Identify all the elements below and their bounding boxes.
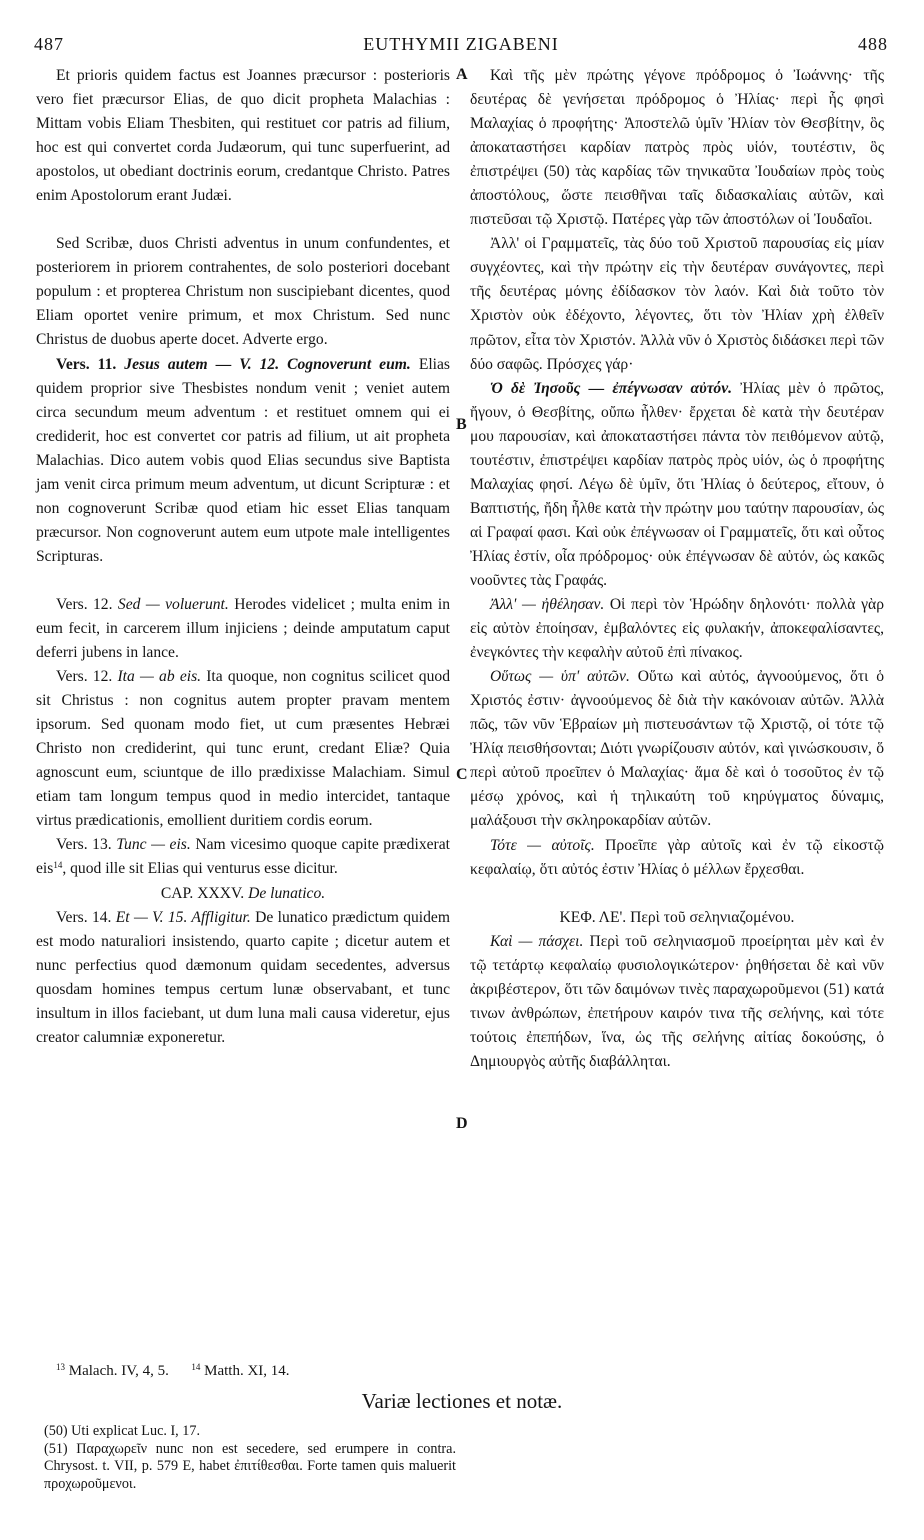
margin-letter-c: C: [456, 766, 468, 783]
commentary-text: , quod ille sit Elias qui venturus esse dicitur.: [62, 860, 338, 878]
footnote-mark: 13: [56, 1362, 65, 1372]
greek-column: [470, 64, 884, 1074]
note-50: (50) Uti explicat Luc. I, 17.: [44, 1423, 201, 1439]
running-header: [34, 34, 888, 58]
greek-paragraph-6: [470, 834, 884, 882]
greek-paragraph-1: Καὶ τῆς μὲν πρώτης γέγονε πρόδρομος ὁ Ἰωάννης· τῆς δευτέρας δὲ γενήσεται πρόδρομος ὁ Ἠλίας· περὶ ἧς φησὶ Μαλαχίας ὁ προφήτης· Ἀποστελῶ ὑμῖν Ἠλίαν τὸν Θεσβίτην, ὃς ἀποκαταστήσει καρδίαν πατρὸς πρὸς υἱόν, τουτέστιν, ὃς ἐπιστρέψει (50) τὰς καρδίας τῶν τηνικαῦτα Ἰουδαίων πρὸς τοὺς ἀποστόλους, ὥστε πεισθῆναι ταῖς διδασκαλίαις αὐτῶν, καὶ πιστεῦσαι τῷ Χριστῷ. Πατέρες γὰρ τῶν ἀποστόλων οἱ Ἰουδαῖοι.: [470, 67, 884, 229]
footnote-text: Matth. XI, 14.: [204, 1363, 290, 1379]
latin-chapter-heading: [36, 882, 450, 906]
chapter-number: CAP. XXXV.: [160, 884, 245, 902]
greek-paragraph-3: [470, 377, 884, 593]
commentary-text: Herodes videlicet ; multa enim in eum fecit, in carcerem illum injiciens ; deinde amputatum caput deferri jubens in lance.: [36, 595, 450, 662]
commentary-text: Περὶ τοῦ σεληνιασμοῦ προείρηται μὲν καὶ ἐν τῷ τετάρτῳ κεφαλαίῳ φυσιολογικώτερον· ῥηθήσεται δὲ καὶ νῦν ἀκριβέστερον, ὅτι τῶν δαιμόνων τινὲς παραχωροῦμενοι (51) κατά τινων ἀνθρώπων, ἐπετήρουν καιρόν τινα τῆς σελήνης, καὶ τότε τούτοις ἐπεπήδων, ἵνα, ὡς τῆς σελήνης αἰτίας δοκούσης, ὁ Δημιουργὸς αὐτῆς διαβάλληται.: [470, 932, 884, 1070]
chapter-title: De lunatico.: [248, 884, 326, 902]
lemma: Ἀλλ' — ἠθέλησαν.: [490, 596, 605, 614]
latin-paragraph-7: [36, 906, 450, 1050]
lemma: Tunc — eis.: [116, 836, 191, 854]
latin-paragraph-5: [36, 665, 450, 833]
commentary-text: Οἱ περὶ τὸν Ἡρώδην δηλονότι· πολλὰ γὰρ εἰς αὐτὸν ἐποίησαν, ἐμβαλόντες εἰς φυλακήν, ἀποκεφαλίσαντες, ἐνεγκόντες τὴν κεφαλὴν αὐτοῦ ἐπὶ πίνακος.: [470, 596, 884, 662]
verse-ref: Vers. 14.: [56, 908, 112, 926]
note-51: (51) Παραχωρεῖν nunc non est secedere, sed erumpere in contra. Chrysost. t. VII, p. 579 E, habet ἐπιτίθεσθαι. Forte tamen quis maluerit προχωροῦμενοι.: [44, 1440, 456, 1492]
lemma: Jesus autem — V. 12. Cognoverunt eum.: [124, 355, 411, 373]
lemma: Ita — ab eis.: [117, 668, 202, 686]
latin-paragraph-1: Et prioris quidem factus est Joannes præcursor : posterioris vero fiet præcursor Elias, de quo dicit propheta Malachias : Mittam vobis Eliam Thesbiten, qui restituet cor patris ad filium, hoc est qui convertet corda Judæorum, qui tunc superfuerint, ad apostolos, ut obediant doctrinis eorum, credantque Christo. Patres enim Apostolorum erant Judæi.: [36, 67, 450, 205]
margin-letter-b: B: [456, 416, 467, 433]
latin-paragraph-3: [36, 353, 450, 569]
notes-heading: Variæ lectiones et notæ.: [361, 1389, 563, 1413]
verse-ref: Vers. 11.: [56, 355, 117, 373]
greek-chapter-heading: ΚΕΦ. ΛΕ'. Περὶ τοῦ σεληνιαζομένου.: [559, 908, 795, 926]
page-number-left: 487: [34, 34, 64, 54]
verse-ref: Vers. 12.: [56, 595, 113, 613]
greek-paragraph-5: [470, 665, 884, 833]
footnote-mark: 14: [191, 1362, 201, 1372]
footnote-text: Malach. IV, 4, 5.: [68, 1363, 169, 1379]
commentary-text: De lunatico prædictum quidem est modo naturaliori insistendo, quarto capite ; dicetur autem et nunc perfectius quod dæmonum quidam secedentes, adversus quosdam homines tempus certum lunæ observabant, et tunc insultum in illos faciebant, ut dum luna mali causa videretur, ejus creator calumniæ exponeretur.: [36, 908, 450, 1046]
lemma: Ὁ δὲ Ἰησοῦς — ἐπέγνωσαν αὐτόν.: [490, 379, 733, 397]
margin-letter-a: A: [456, 66, 468, 83]
verse-ref: Vers. 13.: [56, 836, 112, 854]
lemma: Οὕτως — ὑπ' αὐτῶν.: [490, 668, 630, 686]
latin-paragraph-6: [36, 833, 450, 881]
commentary-text: Οὕτω καὶ αὐτός, ἀγνοούμενος, ὅτι ὁ Χριστός ἐστιν· ἀγνοούμενος δὲ διὰ τὴν κακόνοιαν αὐτῶν. Ἀλλὰ πῶς, τῶν νῦν Ἑβραίων μὴ πιστευσάντων τῷ Χριστῷ, οἱ τότε τῷ Ἠλίᾳ πεισθήσονται; Διότι γνωρίζουσιν αὐτόν, καὶ γινώσκουσιν, ὅ περὶ αὐτοῦ προεῖπεν ὁ Μαλαχίας· ἅμα δὲ καὶ ὁ τοσοῦτος ἐν τῷ μέσῳ χρόνος, καὶ ἡ τηλικαύτη τοῦ κηρύγματος δύναμις, μαλάξουσι τὴν σκληροκαρδίαν αὐτῶν.: [470, 668, 884, 830]
latin-paragraph-2: Sed Scribæ, duos Christi adventus in unum confundentes, et posteriorem in priorem contrahentes, de solo posteriori docebant populum : et propterea Christum non suscipiebant dicentes, quod Eliam oportet venire primum, et mox Christum. Sed nunc Christus de duobus aperte docet. Adverte ergo.: [36, 235, 450, 349]
commentary-text: Προεῖπε γὰρ αὐτοῖς καὶ ἐν τῷ εἰκοστῷ κεφαλαίῳ, ὅτι αὐτός ἐστιν Ἠλίας ὁ μέλλων ἔρχεσθαι.: [470, 836, 884, 878]
lemma: Sed — voluerunt.: [117, 595, 229, 613]
latin-paragraph-4: [36, 593, 450, 665]
page-number-right: 488: [858, 34, 888, 54]
greek-paragraph-7: [470, 930, 884, 1074]
greek-paragraph-4: [470, 593, 884, 665]
running-title: EUTHYMII ZIGABENI: [363, 34, 559, 54]
margin-letter-d: D: [456, 1115, 468, 1132]
commentary-text: Nam vicesimo quoque capite prædixerat eis: [36, 836, 450, 878]
verse-ref: Vers. 12.: [56, 668, 113, 686]
commentary-text: Ita quoque, non cognitus scilicet quod sit Christus : non cognitus autem propter pravam mentem ipsorum. Sed quonam modo fiet, ut cum præsentes Hebræi Christo non crediderint, qui tunc erunt, credant Eliæ? Quia agnoscunt eum, sciuntque de illo prædixisse Malachiam. Simul etiam tam longum tempus quod in medio intercidet, tantaque virtus prædicationis, emollient duritiem cordis eorum.: [36, 668, 450, 830]
footnote-ref: 14: [53, 860, 63, 871]
scripture-footnotes: [56, 1363, 290, 1380]
latin-column: [36, 64, 450, 1050]
commentary-text: Ἠλίας μὲν ὁ πρῶτος, ἤγουν, ὁ Θεσβίτης, οὔπω ἦλθεν· ἔρχεται δὲ κατὰ τὴν δευτέραν μου παρουσίαν, καὶ ἀποκαταστήσει πάντα τὸν πειθόμενον αὐτῷ, τουτέστιν, ἐπιστρέψει καρδίαν πατρὸς πρὸς υἱόν, ὡς ὁ προφήτης Μαλαχίας φησί. Λέγω δὲ ὑμῖν, ὅτι Ἠλίας ὁ δεύτερος, εἴτουν, ὁ Βαπτιστής, ἤδη ἦλθε κατὰ τὴν πρώτην μου ταύτην παρουσίαν, ὡς αἱ Γραφαί φασι. Καὶ οὐκ ἐπέγνωσαν οἱ Γραμματεῖς, ὅτι καὶ οὗτος Ἠλίας ἐστίν, οἷα πρόδρομος· οὐκ ἐπέγνωσαν δὲ αὐτόν, ὡς κακῶς νοοῦντες τὰς Γραφάς.: [470, 379, 884, 589]
lemma: Καὶ — πάσχει.: [490, 932, 584, 950]
lemma: Et — V. 15. Affligitur.: [115, 908, 251, 926]
commentary-text: Elias quidem proprior sive Thesbistes nondum venit ; veniet autem circa secundum meum adventum : et restituet omnem qui ei crediderit, hoc est convertet cor patris ad filium, ut ait propheta Malachias. Dico autem vobis quod Elias secundus sive Baptista jam venit circa primum meum adventum, ut dicunt Scripturæ : et non cognoverunt Scribæ quod etiam hic esset Elias tanquam præcursor. Non cognoverunt autem eum utpote male intelligentes Scripturas.: [36, 355, 450, 565]
greek-paragraph-2: Ἀλλ' οἱ Γραμματεῖς, τὰς δύο τοῦ Χριστοῦ παρουσίας εἰς μίαν συγχέοντες, καὶ τὴν πρώτην εἰς τὴν δευτέραν συνάγοντες, περὶ τῆς δευτέρας μόνης ἐδίδασκον τὸν λαόν. Καὶ διὰ τοῦτο τὸν Χριστὸν οὐκ ἐδέχοντο, λέγοντες, ὅτι τὸν Ἠλίαν χρὴ ἐλθεῖν πρῶτον, εἶτα τὸν Χριστόν. Ἀλλὰ νῦν ὁ Χριστὸς διδάσκει περὶ τῶν δύο σαφῶς. Πρόσχες γάρ·: [470, 235, 884, 373]
notes-column-left: [44, 1423, 456, 1493]
lemma: Τότε — αὐτοῖς.: [490, 836, 595, 854]
